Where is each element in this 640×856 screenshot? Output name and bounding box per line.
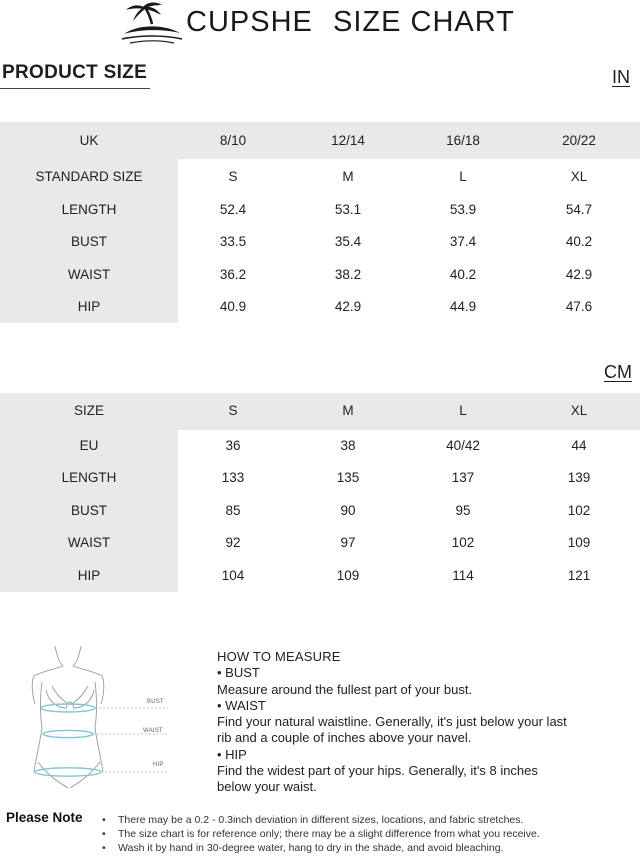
table-cell: 109 bbox=[336, 568, 360, 583]
table-cell: 44.9 bbox=[449, 299, 477, 314]
how-to-measure-title: HOW TO MEASURE bbox=[217, 649, 341, 664]
table-cell: 97 bbox=[340, 535, 356, 550]
table-row bbox=[0, 161, 640, 193]
table-cell: 37.4 bbox=[449, 234, 477, 249]
heading-underline bbox=[0, 88, 150, 89]
header-cell: 16/18 bbox=[446, 133, 480, 148]
table-cell: 137 bbox=[451, 470, 475, 485]
waist-line-label: WAIST bbox=[143, 728, 163, 734]
waist-instructions-line-2: rib and a couple of inches above your navel. bbox=[217, 730, 472, 746]
table-cell: 47.6 bbox=[565, 299, 593, 314]
brand-name: CUPSHE bbox=[186, 6, 313, 38]
table-cell: 38.2 bbox=[334, 267, 362, 282]
table-cell: 85 bbox=[225, 503, 241, 518]
hip-instructions-line-2: below your waist. bbox=[217, 779, 317, 795]
header-cell: SIZE bbox=[73, 403, 104, 418]
header-cell: XL bbox=[570, 403, 588, 418]
table-cell: 38 bbox=[340, 438, 356, 453]
unit-label-cm: CM bbox=[604, 362, 632, 382]
table-cell: S bbox=[228, 169, 238, 184]
table-cell: 36.2 bbox=[219, 267, 247, 282]
waist-instructions-line-1: Find your natural waistline. Generally, it's just below your last bbox=[217, 714, 567, 730]
table-cell: 121 bbox=[567, 568, 591, 583]
row-label: LENGTH bbox=[61, 202, 117, 217]
product-size-heading: PRODUCT SIZE bbox=[2, 62, 148, 83]
please-note-title: Please Note bbox=[6, 810, 83, 825]
table-cell: 40.2 bbox=[449, 267, 477, 282]
table-cell: 135 bbox=[336, 470, 360, 485]
palm-tree-island-icon bbox=[120, 2, 184, 44]
table-cell: 35.4 bbox=[334, 234, 362, 249]
table-cell: XL bbox=[570, 169, 588, 184]
table-cell: 102 bbox=[451, 535, 475, 550]
bust-instructions: Measure around the fullest part of your bust. bbox=[217, 681, 473, 697]
note-item: • There may be a 0.2 - 0.3inch deviation in different sizes, locations, and fabric stretches. bbox=[102, 813, 637, 827]
header-cell: M bbox=[342, 403, 354, 418]
hip-line-label: HIP bbox=[153, 762, 164, 768]
hip-instructions-line-1: Find the widest part of your hips. Generally, it's 8 inches bbox=[217, 763, 538, 779]
table-cell: 92 bbox=[225, 535, 241, 550]
body-measurement-figure bbox=[22, 642, 172, 790]
table-cell: M bbox=[342, 169, 354, 184]
table-row bbox=[0, 226, 640, 258]
page-title: SIZE CHART bbox=[333, 6, 515, 38]
header-cell: 20/22 bbox=[562, 133, 596, 148]
table-row bbox=[0, 291, 640, 323]
bust-line-label: BUST bbox=[147, 699, 164, 705]
table-cell: 40.9 bbox=[219, 299, 247, 314]
table-row bbox=[0, 194, 640, 226]
table-cell: 114 bbox=[452, 568, 474, 583]
table-cell: 33.5 bbox=[219, 234, 247, 249]
table-cell: 104 bbox=[221, 568, 245, 583]
table-cell: 53.9 bbox=[449, 202, 477, 217]
how-to-measure-section bbox=[217, 649, 627, 796]
row-label: LENGTH bbox=[61, 470, 117, 485]
header-cell: UK bbox=[79, 133, 99, 148]
note-item: • The size chart is for reference only; there may be a slight difference from what you receive. bbox=[102, 827, 637, 841]
table-cell: 52.4 bbox=[219, 202, 247, 217]
table-cell: 95 bbox=[455, 503, 471, 518]
bust-heading: • BUST bbox=[217, 665, 260, 681]
table-cell: 90 bbox=[340, 503, 356, 518]
table-header-row bbox=[0, 125, 640, 157]
row-label: HIP bbox=[77, 299, 101, 314]
table-row bbox=[0, 259, 640, 291]
table-row bbox=[0, 430, 640, 462]
table-row bbox=[0, 560, 640, 592]
table-cell: 44 bbox=[571, 438, 587, 453]
table-cell: L bbox=[459, 169, 467, 184]
row-label: BUST bbox=[70, 503, 107, 518]
table-cell: 133 bbox=[221, 470, 245, 485]
header-cell: S bbox=[228, 403, 238, 418]
table-cell: 102 bbox=[567, 503, 591, 518]
table-cell: 40.2 bbox=[565, 234, 593, 249]
table-cell: 139 bbox=[567, 470, 591, 485]
waist-heading: • WAIST bbox=[217, 697, 266, 713]
header-cell: L bbox=[459, 403, 467, 418]
table-row bbox=[0, 462, 640, 494]
table-row bbox=[0, 527, 640, 559]
row-label: STANDARD SIZE bbox=[35, 169, 143, 184]
row-label: EU bbox=[79, 438, 99, 453]
hip-heading: • HIP bbox=[217, 746, 247, 762]
table-row bbox=[0, 495, 640, 527]
table-header-row bbox=[0, 395, 640, 427]
table-cell: 53.1 bbox=[334, 202, 362, 217]
table-cell: 42.9 bbox=[565, 267, 593, 282]
please-note-list bbox=[102, 813, 637, 856]
row-label: BUST bbox=[70, 234, 107, 249]
page-header bbox=[0, 0, 640, 46]
row-label: WAIST bbox=[67, 535, 111, 550]
row-label: WAIST bbox=[67, 267, 111, 282]
table-cell: 36 bbox=[225, 438, 241, 453]
unit-label-inches: IN bbox=[612, 67, 630, 87]
header-cell: 12/14 bbox=[331, 133, 365, 148]
body-silhouette-icon bbox=[22, 642, 172, 790]
table-cell: 40/42 bbox=[446, 438, 480, 453]
row-label: HIP bbox=[77, 568, 101, 583]
header-cell: 8/10 bbox=[219, 133, 247, 148]
table-cell: 109 bbox=[567, 535, 591, 550]
table-cell: 42.9 bbox=[334, 299, 362, 314]
note-item: • Wash it by hand in 30-degree water, hang to dry in the shade, and avoid bleaching. bbox=[102, 841, 637, 855]
table-cell: 54.7 bbox=[565, 202, 593, 217]
